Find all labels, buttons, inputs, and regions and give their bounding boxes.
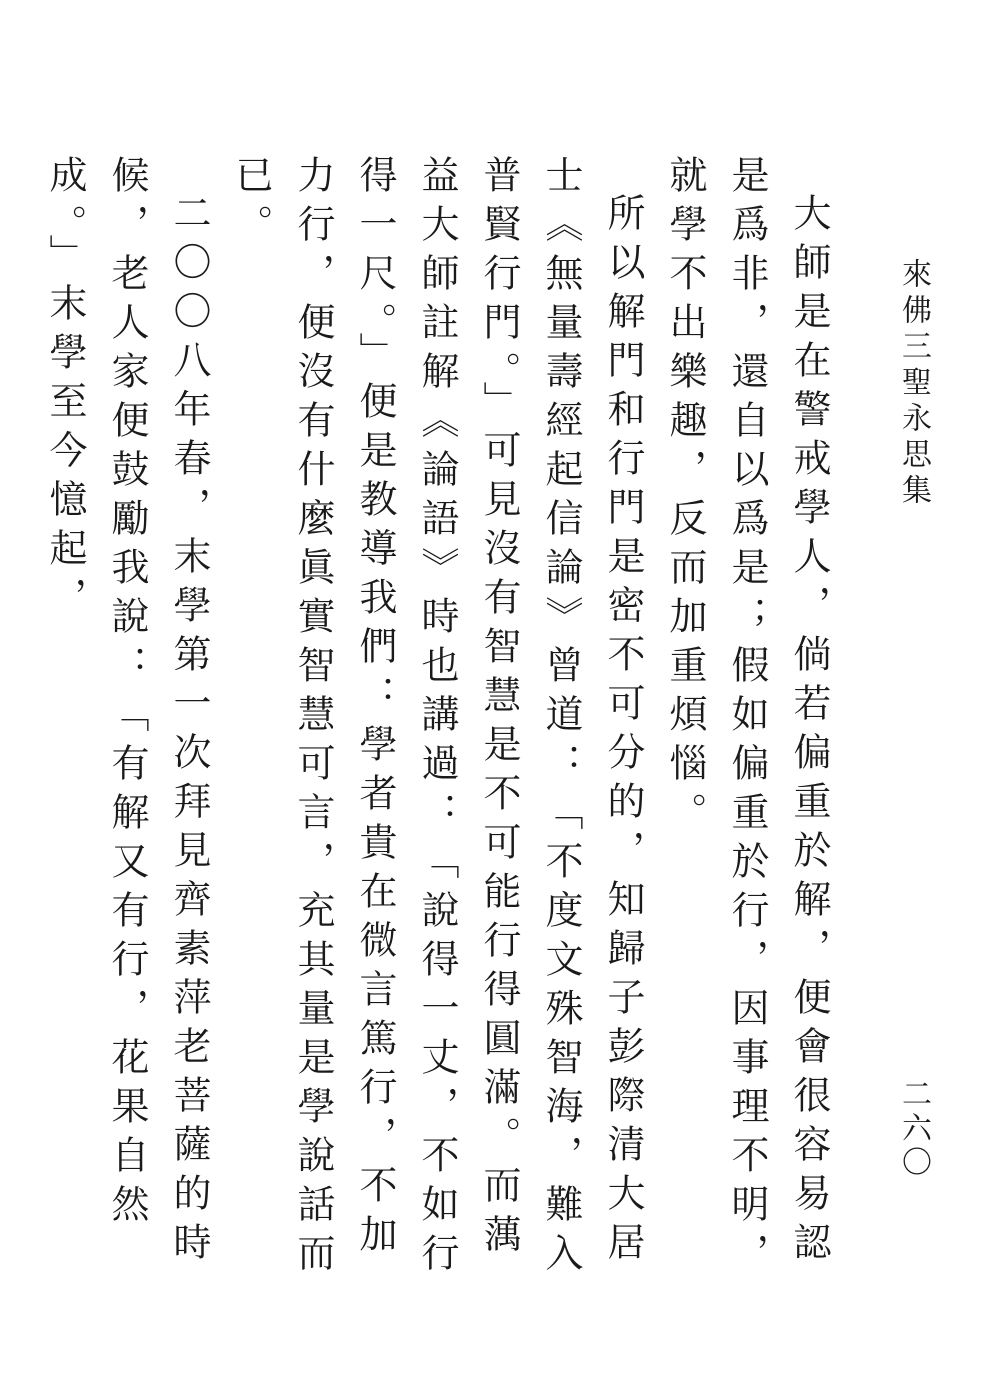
body-text	[34, 155, 840, 1285]
paragraph-2: 所以解門和行門是密不可分的，知歸子彭際清大居士《無量壽經起信論》曾道：「不度文殊智海，難入普賢行門。」可見沒有智慧是不可能行得圓滿。而蕅益大師註解《論語》時也講過：「說得一丈，不如行得一尺。」便是教導我們：學者貴在微言篤行，不加力行，便沒有什麼眞實智慧可言，充其量是學說話而已。	[229, 155, 645, 1282]
page-number: 二六〇	[896, 1078, 931, 1180]
paragraph-1: 大師是在警戒學人，倘若偏重於解，便會很容易認是爲非，還自以爲是；假如偏重於行，因事理不明，就學不出樂趣，反而加重煩惱。	[663, 155, 831, 1282]
running-title: 來佛三聖永思集	[896, 258, 931, 510]
paragraph-3: 二〇〇八年春，末學第一次拜見齊素萍老菩薩的時候，老人家便鼓勵我說：「有解又有行，花果自然成。」末學至今憶起，	[43, 155, 211, 1271]
